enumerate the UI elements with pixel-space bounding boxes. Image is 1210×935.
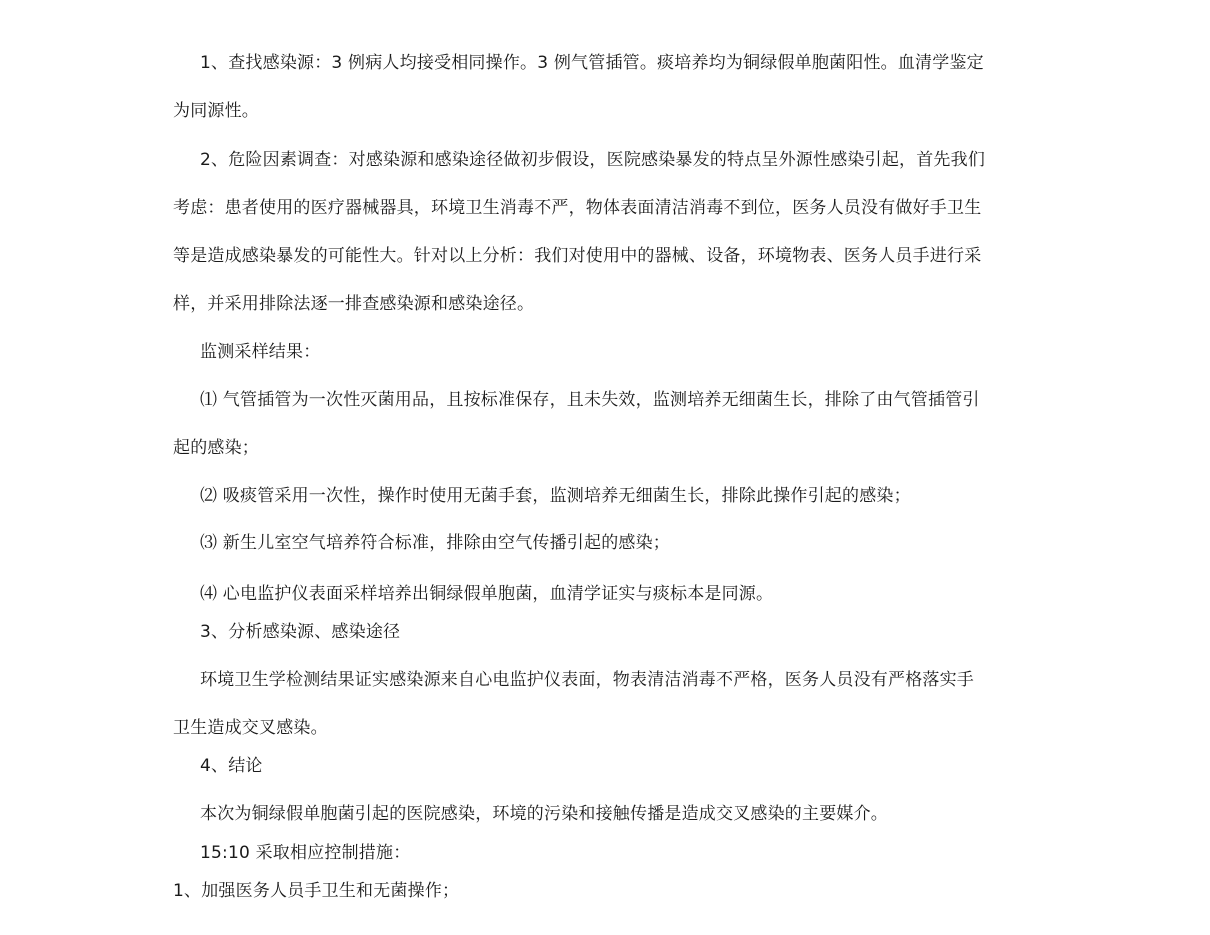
text-line: 本次为铜绿假单胞菌引起的医院感染，环境的污染和接触传播是造成交叉感染的主要媒介。 [200,804,888,824]
text-line: ⑶ 新生儿室空气培养符合标准，排除由空气传播引起的感染； [200,533,671,553]
text-line: 卫生造成交叉感染。 [173,718,328,738]
text-line: 环境卫生学检测结果证实感染源来自心电监护仪表面，物表清洁消毒不严格，医务人员没有严格落实手 [200,670,974,690]
text-line: ⑵ 吸痰管采用一次性，操作时使用无菌手套，监测培养无细菌生长，排除此操作引起的感染； [200,486,911,506]
text-line: 为同源性。 [173,101,259,121]
text-line: 起的感染； [173,438,259,458]
text-line: 1、加强医务人员手卫生和无菌操作； [173,881,460,901]
text-line: 样，并采用排除法逐一排查感染源和感染途径。 [173,294,535,314]
text-line: 15:10 采取相应控制措施： [200,843,411,863]
text-line: 考虑：患者使用的医疗器械器具，环境卫生消毒不严，物体表面清洁消毒不到位，医务人员没有做好手卫生 [173,198,982,218]
text-line: ⑴ 气管插管为一次性灭菌用品，且按标准保存，且未失效，监测培养无细菌生长，排除了由气管插管引 [200,390,980,410]
text-line: 2、危险因素调查：对感染源和感染途径做初步假设，医院感染暴发的特点呈外源性感染引起，首先我们 [200,150,986,170]
text-line: ⑷ 心电监护仪表面采样培养出铜绿假单胞菌，血清学证实与痰标本是同源。 [200,584,774,604]
section-heading: 3、分析感染源、感染途径 [200,622,401,642]
section-heading: 4、结论 [200,756,263,776]
section-heading: 监测采样结果： [200,342,321,362]
text-line: 1、查找感染源：3 例病人均接受相同操作。3 例气管插管。痰培养均为铜绿假单胞菌阳性。血清学鉴定 [200,53,984,73]
text-line: 等是造成感染暴发的可能性大。针对以上分析：我们对使用中的器械、设备，环境物表、医务人员手进行采 [173,246,982,266]
